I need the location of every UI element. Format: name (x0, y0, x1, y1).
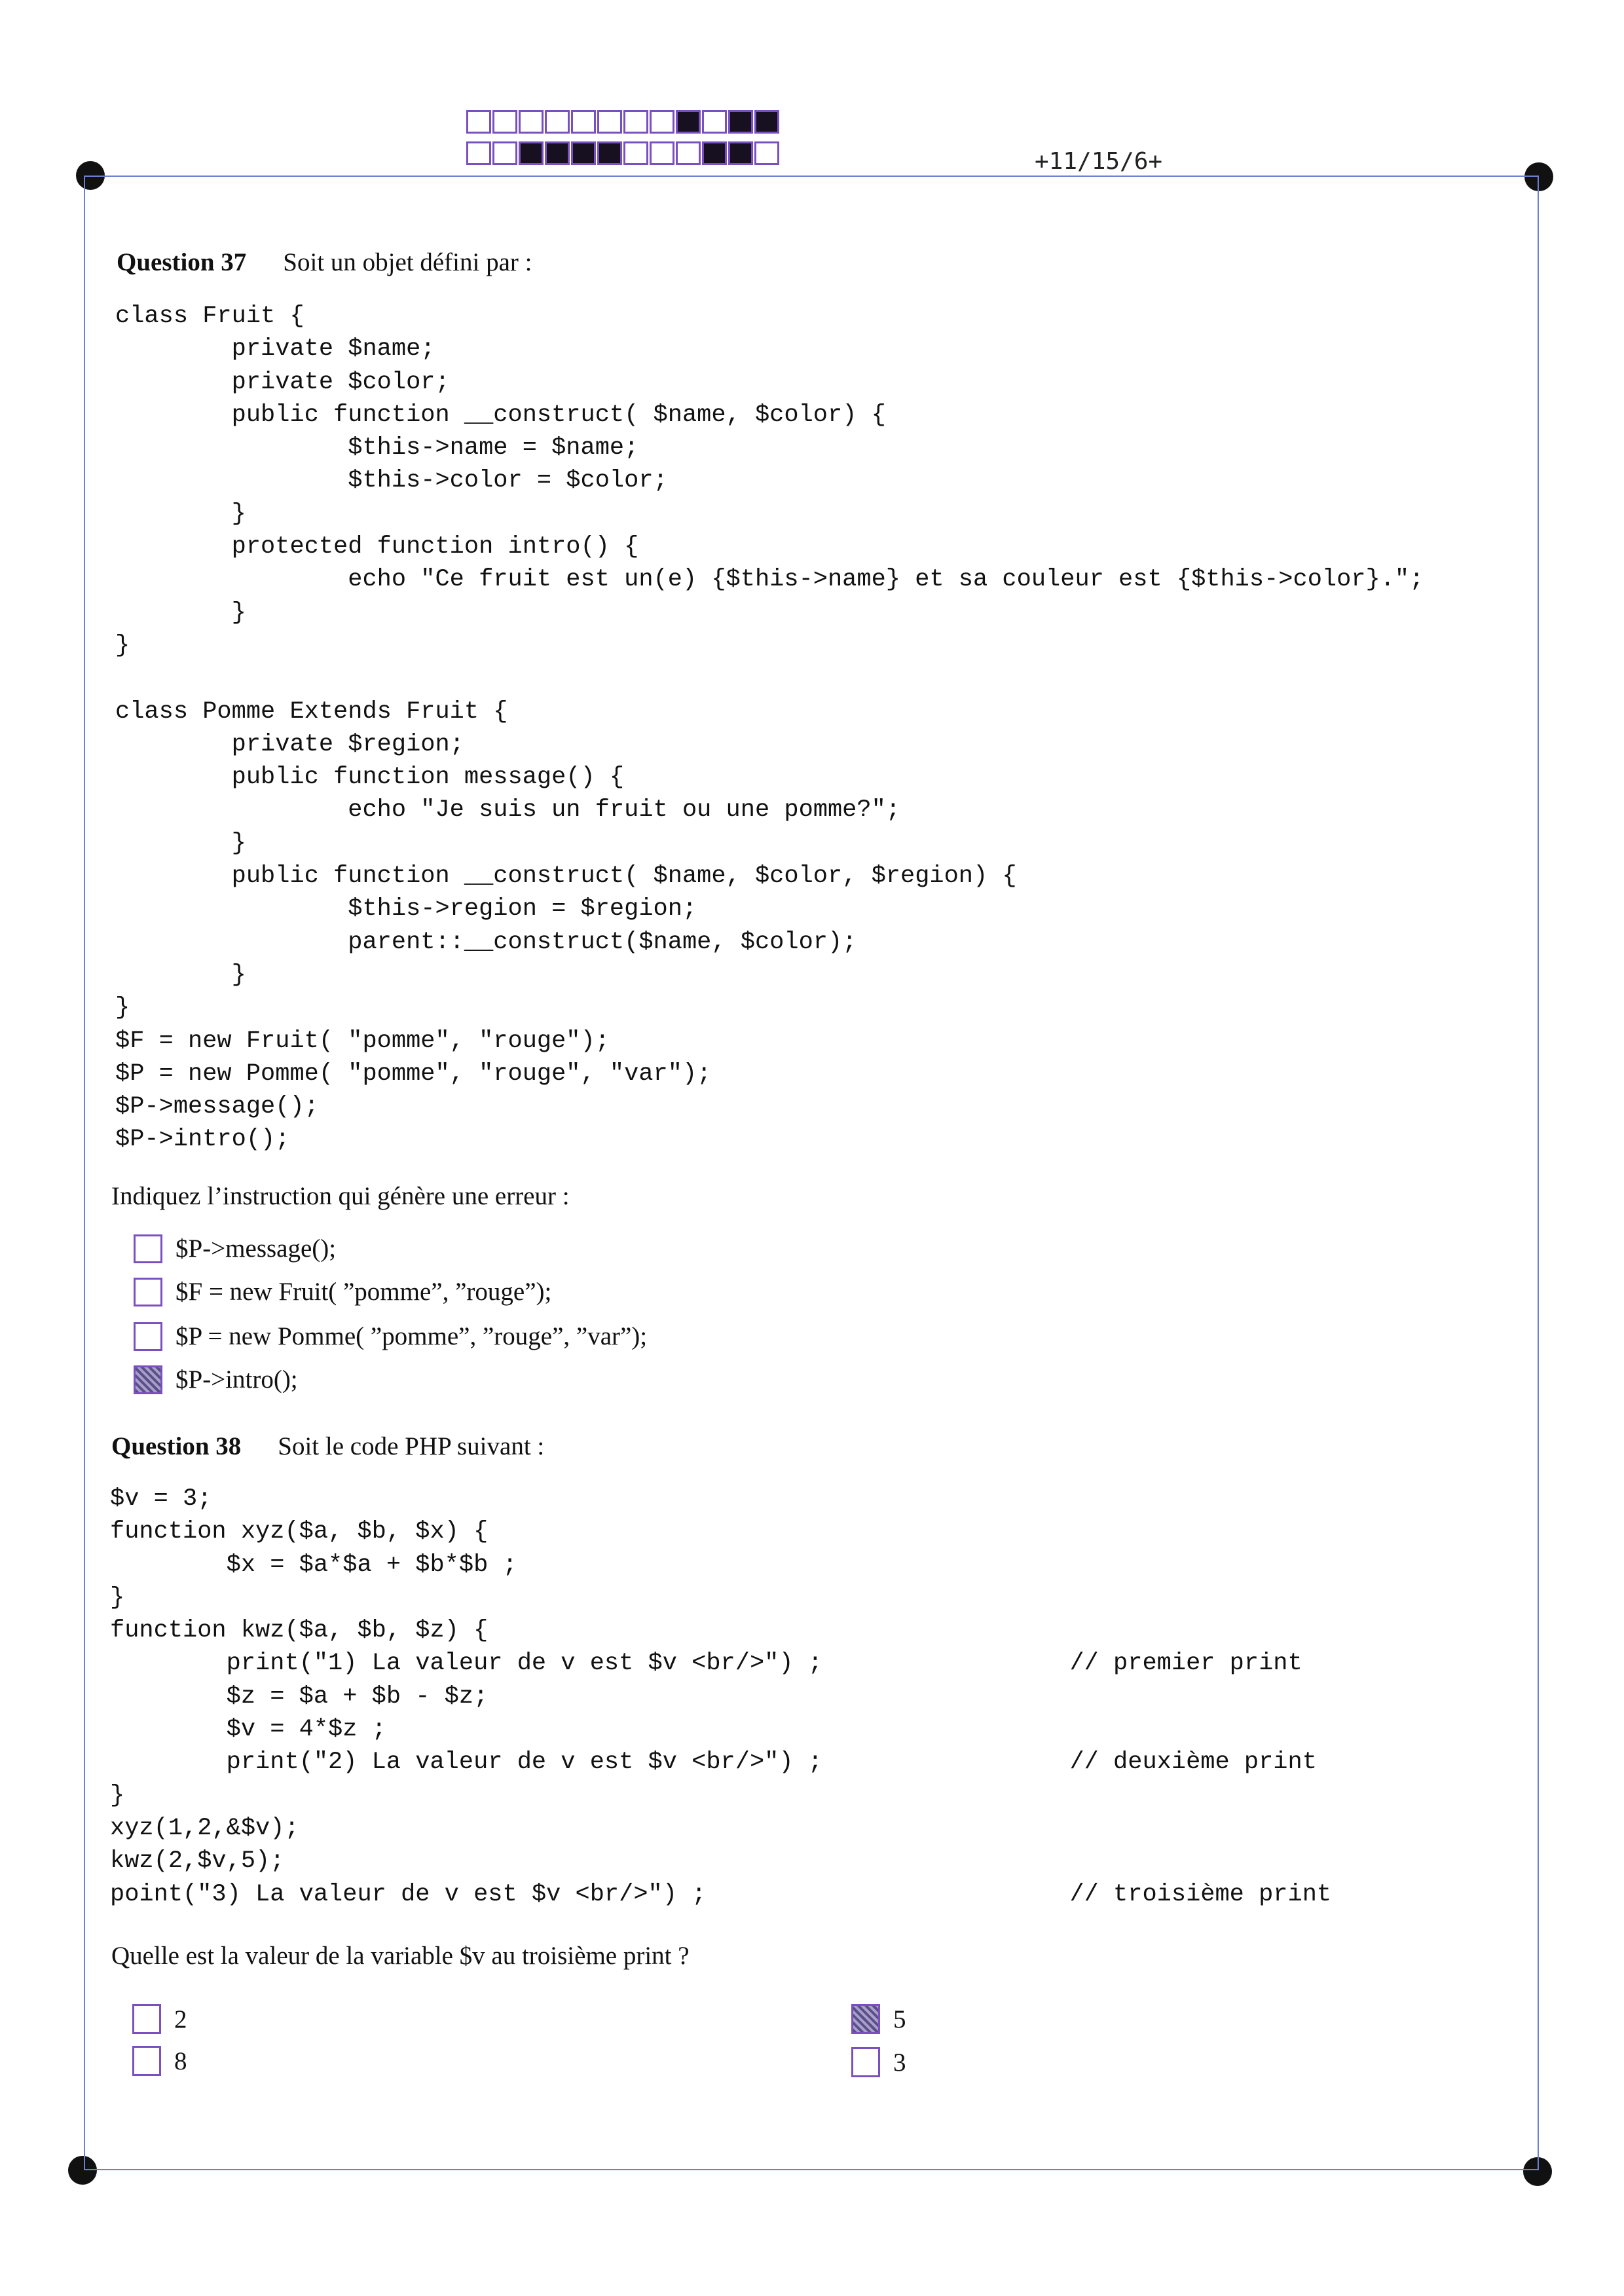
barcode-cell (545, 141, 570, 165)
barcode-cell (545, 110, 570, 134)
answer-option[interactable] (851, 2047, 906, 2077)
barcode-cell (466, 110, 491, 134)
answer-option[interactable] (134, 1365, 298, 1394)
question-label: Question 37 (117, 248, 247, 276)
question-38-header (111, 1432, 544, 1461)
question-intro: Soit un objet défini par : (283, 248, 532, 276)
answer-option[interactable] (851, 2004, 906, 2034)
answer-label: 8 (174, 2046, 187, 2075)
barcode-cell (754, 141, 779, 165)
question-38-code: $v = 3; function xyz($a, $b, $x) { $x = $a*$a + $b*$b ; } function kwz($a, $b, $z) { print("1) La valeur de v est $v <br/>") ; // premier print $z = $a + $b - $z; $v = 4*$z ; print("2) La valeur de v est $v <br/>") ; // deuxième print } xyz(1,2,&$v); kwz(2,$v,5); point("3) La valeur de v est $v <br/>") ; // troisième print (110, 1485, 1332, 1908)
barcode-cell (492, 141, 517, 165)
barcode-cell (754, 110, 779, 134)
barcode-cell (466, 141, 491, 165)
answer-label: $P->intro(); (175, 1365, 298, 1394)
question-37-code: class Fruit { private $name; private $color; public function __construct( $name, $color) { $this->name = $name; $this->color = $color; } protected function intro() { echo "Ce fruit est un(e) {$this->name} et sa couleur est {$this->color}."; } } class Pomme Extends Fruit { private $region; public function message() { echo "Je suis un fruit ou une pomme?"; } public function __construct( $name, $color, $region) { $this->region = $region; parent::__construct($name, $color); } } $F = new Fruit( "pomme", "rouge"); $P = new Pomme( "pomme", "rouge", "var"); $P->message(); $P->intro(); (115, 303, 1424, 1154)
question-38-prompt: Quelle est la valeur de la variable $v au troisième print ? (111, 1942, 690, 1970)
barcode-cell (728, 110, 753, 134)
barcode-row-1 (466, 110, 781, 134)
barcode-cell (702, 141, 727, 165)
question-intro: Soit le code PHP suivant : (278, 1432, 545, 1460)
barcode-cell (597, 141, 622, 165)
barcode-cell (519, 110, 544, 134)
checkbox[interactable] (134, 1234, 162, 1263)
answer-label: $P->message(); (175, 1234, 337, 1263)
answer-label: $F = new Fruit( ”pomme”, ”rouge”); (175, 1278, 552, 1306)
barcode-cell (571, 110, 596, 134)
answer-option[interactable] (134, 1322, 647, 1351)
checkbox[interactable] (132, 2004, 161, 2034)
question-37-prompt: Indiquez l’instruction qui génère une erreur : (111, 1182, 570, 1210)
answer-option[interactable] (132, 2004, 187, 2034)
checkbox[interactable] (132, 2046, 161, 2076)
barcode-cell (676, 141, 701, 165)
checkbox-checked[interactable] (851, 2004, 880, 2034)
question-label: Question 38 (111, 1432, 242, 1460)
answer-label: 2 (174, 2005, 187, 2033)
barcode-cell (623, 110, 648, 134)
answer-option[interactable] (134, 1277, 551, 1306)
checkbox[interactable] (851, 2047, 880, 2077)
answer-label: 5 (893, 2005, 906, 2033)
barcode-cell (492, 110, 517, 134)
barcode-cell (702, 110, 727, 134)
checkbox[interactable] (134, 1322, 162, 1351)
barcode-cell (623, 141, 648, 165)
barcode-cell (728, 141, 753, 165)
answer-option[interactable] (132, 2046, 187, 2076)
page-id: +11/15/6+ (1035, 148, 1163, 175)
answer-label: $P = new Pomme( ”pomme”, ”rouge”, ”var”); (175, 1322, 648, 1350)
answer-option[interactable] (134, 1234, 336, 1263)
question-37-header (117, 248, 532, 277)
barcode-cell (650, 110, 674, 134)
checkbox-checked[interactable] (134, 1365, 162, 1394)
barcode-cell (650, 141, 674, 165)
barcode-cell (597, 110, 622, 134)
answer-label: 3 (893, 2048, 906, 2077)
barcode-cell (676, 110, 701, 134)
barcode-cell (571, 141, 596, 165)
barcode-cell (519, 141, 544, 165)
checkbox[interactable] (134, 1278, 162, 1306)
barcode-row-2 (466, 141, 781, 165)
